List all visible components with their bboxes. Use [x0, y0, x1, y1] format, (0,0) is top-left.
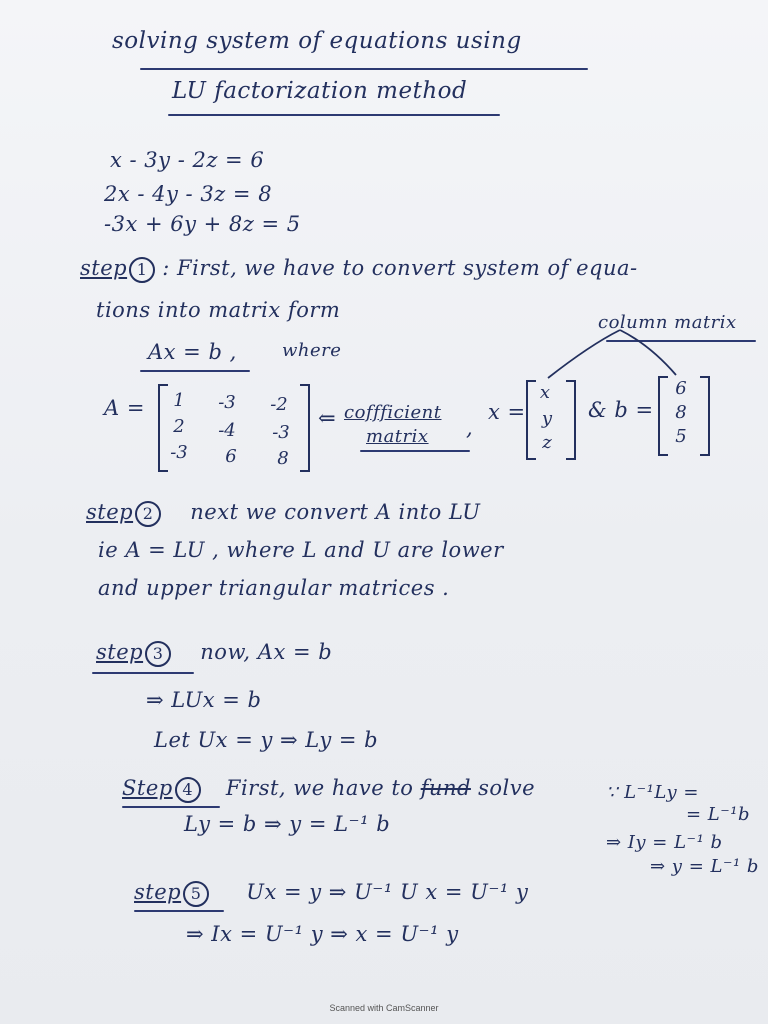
step4-text-1b: solve [478, 776, 536, 800]
step4-text-1: First, we have to [225, 776, 414, 800]
matrix-x-cell: y [541, 408, 553, 429]
step4-side-2: = L⁻¹b [686, 804, 750, 825]
step4-side-3: ⇒ Iy = L⁻¹ b [606, 832, 723, 853]
matrix-a-cell: 6 [225, 446, 237, 467]
step5-text-1: Ux = y ⇒ U⁻¹ U x = U⁻¹ y [246, 880, 529, 904]
step4-label: Step [122, 776, 173, 800]
coefficient-word: coffficient [344, 402, 442, 423]
step4-line-1 [122, 776, 535, 803]
step4-struck-word: fund [420, 776, 471, 800]
matrix-a-label: A = [104, 396, 145, 420]
step2-number: 2 [135, 501, 161, 527]
step4-side-1: ∵ L⁻¹Ly = [606, 782, 699, 803]
matrix-b-cell: 6 [675, 378, 687, 399]
step4-line-2: Ly = b ⇒ y = L⁻¹ b [184, 812, 391, 836]
step3-underline [92, 672, 194, 674]
matrix-word: matrix [366, 426, 429, 447]
step3-number: 3 [145, 641, 171, 667]
step2-label: step [86, 500, 134, 524]
step1-number: 1 [129, 257, 155, 283]
and-b-label: & b = [588, 398, 654, 422]
step3-line-3: Let Ux = y ⇒ Ly = b [154, 728, 379, 752]
step3-line-1 [96, 640, 332, 667]
equation-3: -3x + 6y + 8z = 5 [104, 212, 301, 236]
step5-line-1 [134, 880, 528, 907]
title-line-2: LU factorization method [172, 78, 468, 104]
step1-label: step [80, 256, 128, 280]
matrix-a-cell: 1 [173, 390, 185, 411]
matrix-x-cell: z [542, 432, 552, 453]
matrix-a-cell: -2 [270, 394, 288, 415]
matrix-a-cell: -3 [218, 392, 236, 413]
step2-line-2: ie A = LU , where L and U are lower [98, 538, 504, 562]
step2-text-1: next we convert A into LU [190, 500, 481, 524]
step4-side-4: ⇒ y = L⁻¹ b [650, 856, 759, 877]
step3-label: step [96, 640, 144, 664]
axb-expression: Ax = b , [148, 340, 237, 364]
comma-after-coefficient: , [466, 416, 474, 440]
equation-2: 2x - 4y - 3z = 8 [104, 182, 273, 206]
step5-number: 5 [183, 881, 209, 907]
step2-line-3: and upper triangular matrices . [98, 576, 450, 600]
footer-text: Scanned with CamScanner [329, 1003, 439, 1013]
step1-text-1: : First, we have to convert system of equa- [162, 256, 638, 280]
coefficient-underline [360, 450, 470, 452]
matrix-a-cell: 8 [277, 448, 289, 469]
step5-line-2: ⇒ Ix = U⁻¹ y ⇒ x = U⁻¹ y [186, 922, 459, 946]
matrix-b-cell: 8 [675, 402, 687, 423]
step5-label: step [134, 880, 182, 904]
where-word: where [282, 340, 342, 361]
matrix-a-cell: 2 [173, 416, 185, 437]
step4-underline [122, 806, 220, 808]
matrix-b-right-bracket [700, 376, 710, 456]
equation-1: x - 3y - 2z = 6 [110, 148, 265, 172]
step1-line-2: tions into matrix form [96, 298, 341, 322]
step2-line-1 [86, 500, 480, 527]
matrix-b-cell: 5 [675, 426, 687, 447]
step3-text-1: now, Ax = b [200, 640, 333, 664]
matrix-x-label: x = [488, 400, 526, 424]
matrix-a-cell: -3 [170, 442, 188, 463]
matrix-a-cell: -3 [272, 422, 290, 443]
coefficient-arrow: ⇐ [318, 406, 337, 430]
matrix-x-right-bracket [566, 380, 576, 460]
step5-underline [134, 910, 224, 912]
matrix-a-right-bracket [300, 384, 310, 472]
title-line-1: solving system of equations using [112, 28, 522, 54]
matrix-x-cell: x [539, 382, 551, 403]
matrix-a-cell: -4 [218, 420, 236, 441]
step3-line-2: ⇒ LUx = b [146, 688, 262, 712]
column-matrix-label: column matrix [598, 312, 737, 333]
step4-number: 4 [175, 777, 201, 803]
